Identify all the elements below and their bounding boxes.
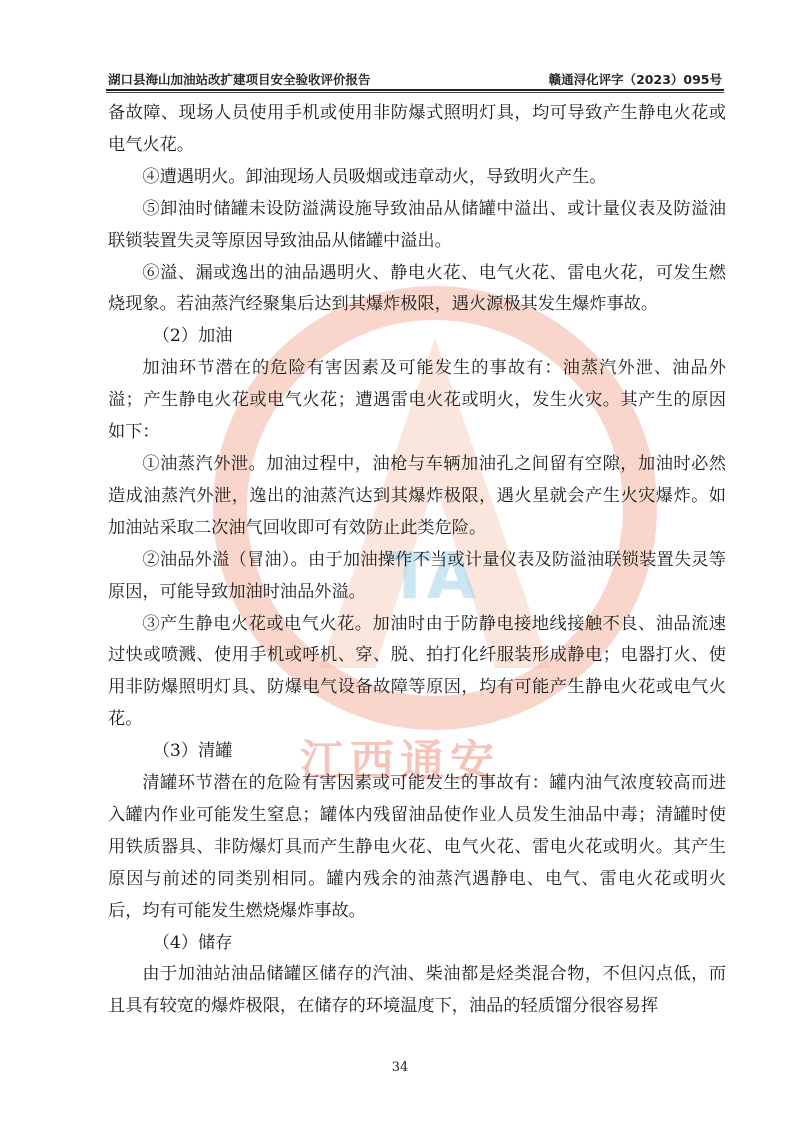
paragraph-11: 清罐环节潜在的危险有害因素或可能发生的事故有：罐内油气浓度较高而进入罐内作业可能发生窒息；罐体内残留油品使作业人员发生油品中毒；清罐时使用铁质器具、非防爆灯具而产生静电火花、电气火花、雷电火花或明火。其产生原因与前述的同类别相同。罐内残余的油蒸汽遇静电、电气、雷电火花或明火后，均有可能发生燃烧爆炸事故。	[108, 773, 726, 921]
watermark-letters: TA	[387, 540, 477, 614]
paragraph-6: 加油环节潜在的危险有害因素及可能发生的事故有：油蒸汽外泄、油品外溢；产生静电火花或电气火花；遭遇雷电火花或明火，发生火灾。其产生的原因如下：	[108, 358, 726, 443]
page-body	[108, 98, 726, 1023]
paragraph-2: ④遭遇明火。卸油现场人员吸烟或违章动火，导致明火产生。	[142, 166, 607, 187]
page-number: 34	[391, 1060, 409, 1075]
paragraph-1: 备故障、现场人员使用手机或使用非防爆式照明灯具，均可导致产生静电火花或电气火花。	[108, 103, 726, 155]
section-heading-storage: （4）储存	[152, 932, 233, 953]
section-heading-tank-cleaning: （3）清罐	[152, 741, 233, 762]
paragraph-9: ③产生静电火花或电气火花。加油时由于防静电接地线接触不良、油品流速过快或喷溅、使用手机或呼机、穿、脱、拍打化纤服装形成静电；电器打火、使用非防爆照明灯具、防爆电气设备故障等原因，均有可能产生静电火花或电气火花。	[108, 613, 726, 730]
paragraph-13: 由于加油站油品储罐区储存的汽油、柴油都是烃类混合物，不但闪点低，而且具有较宽的爆炸极限，在储存的环境温度下，油品的轻质馏分很容易挥	[108, 964, 726, 1017]
paragraph-7: ①油蒸汽外泄。加油过程中，油枪与车辆加油孔之间留有空隙，加油时必然造成油蒸汽外泄，逸出的油蒸汽达到其爆炸极限，遇火星就会产生火灾爆炸。如加油站采取二次油气回收即可有效防止此类危险。	[108, 453, 726, 538]
header-report-title: 湖口县海山加油站改扩建项目安全验收评价报告	[108, 72, 371, 87]
paragraph-3: ⑤卸油时储罐未设防溢满设施导致油品从储罐中溢出、或计量仪表及防溢油联锁装置失灵等原因导致油品从储罐中溢出。	[108, 198, 726, 251]
paragraph-4: ⑥溢、漏或逸出的油品遇明火、静电火花、电气火花、雷电火花，可发生燃烧现象。若油蒸汽经聚集后达到其爆炸极限，遇火源极其发生爆炸事故。	[108, 262, 726, 315]
header-rule-thin	[106, 92, 724, 93]
header-document-number: 赣通浔化评字（2023）095号	[548, 72, 722, 87]
watermark-text: 江西通安	[300, 736, 500, 787]
page-header	[108, 66, 722, 88]
section-heading-refueling: （2）加油	[152, 326, 233, 347]
header-rule	[106, 89, 724, 91]
paragraph-8: ②油品外溢（冒油）。由于加油操作不当或计量仪表及防溢油联锁装置失灵等原因，可能导致加油时油品外溢。	[108, 549, 726, 602]
